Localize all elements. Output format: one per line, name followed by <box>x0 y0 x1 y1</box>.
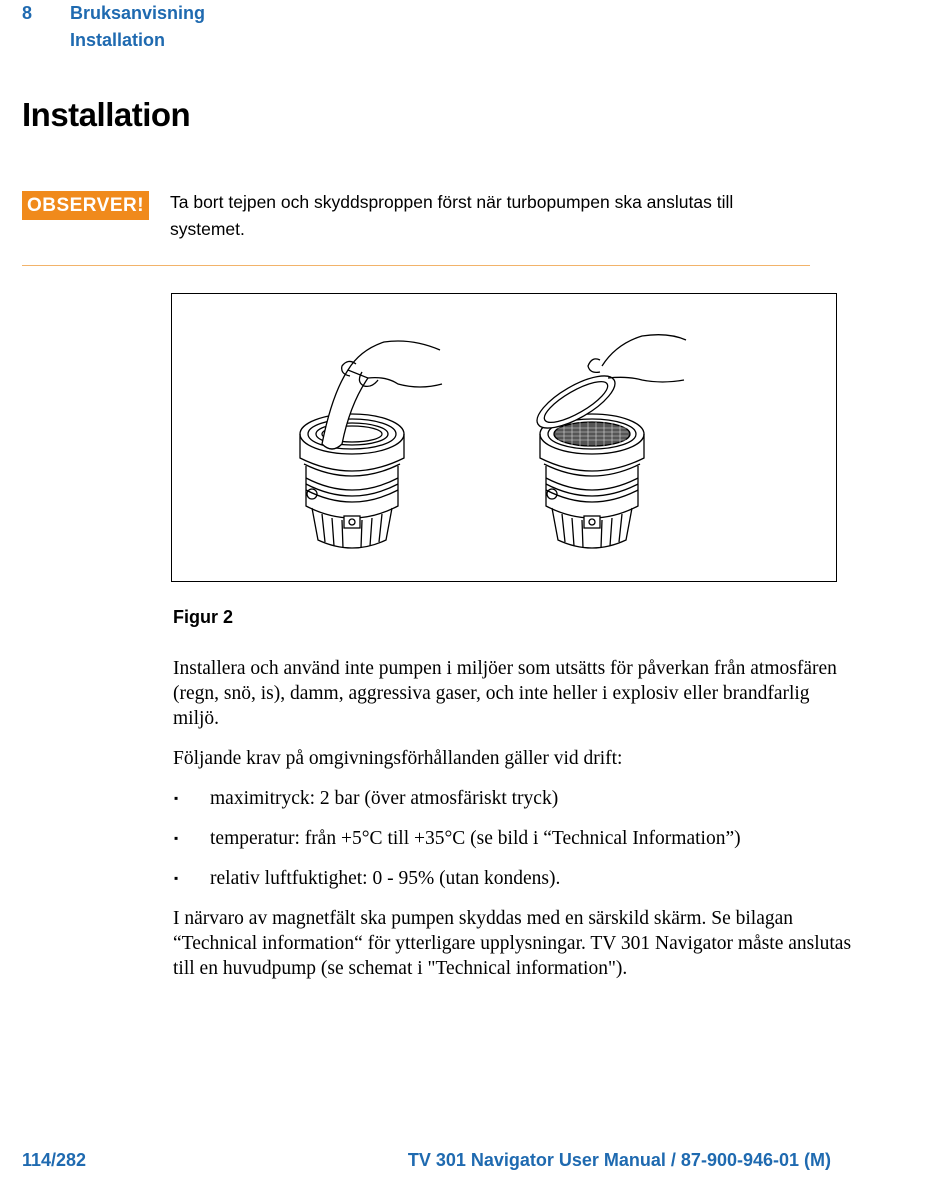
requirements-list <box>173 786 853 891</box>
list-item <box>173 826 853 851</box>
header-section: Installation <box>70 30 166 50</box>
list-item-text: maximitryck: 2 bar (över atmosfäriskt tryck) <box>210 788 559 809</box>
notice-badge: OBSERVER! <box>22 191 149 220</box>
bullet-icon: ▪ <box>174 831 179 845</box>
body-text <box>173 656 853 996</box>
page-title: Installation <box>22 96 191 133</box>
bullet-icon: ▪ <box>174 871 179 885</box>
figure-caption: Figur 2 <box>173 607 234 627</box>
paragraph: Installera och använd inte pumpen i miljöer som utsätts för påverkan från atmosfären (regn, snö, is), damm, aggressiva gaser, och inte heller i explosiv eller brandfarlig miljö. <box>173 658 837 729</box>
pump-left-drawing <box>300 341 442 548</box>
notice-text: Ta bort tejpen och skyddsproppen först när turbopumpen ska anslutas till systemet. <box>170 192 734 239</box>
header-chapter: Bruksanvisning <box>70 3 206 23</box>
list-item-text: temperatur: från +5°C till +35°C (se bild i “Technical Information”) <box>210 828 741 849</box>
bullet-icon: ▪ <box>174 791 179 805</box>
paragraph: Följande krav på omgivningsförhållanden gäller vid drift: <box>173 748 623 769</box>
header-page-number: 8 <box>22 3 33 23</box>
footer-page-number: 114/282 <box>22 1150 87 1170</box>
list-item-text: relativ luftfuktighet: 0 - 95% (utan kondens). <box>210 868 561 889</box>
notice-divider <box>22 265 810 266</box>
list-item <box>173 866 853 891</box>
list-item <box>173 786 853 811</box>
figure-illustration <box>171 293 837 582</box>
footer-document-title: TV 301 Navigator User Manual / 87-900-946-01 (M) <box>407 1150 831 1170</box>
pump-right-drawing <box>530 335 686 548</box>
paragraph: I närvaro av magnetfält ska pumpen skyddas med en särskild skärm. Se bilagan “Technical information“ för ytterligare upplysningar. TV 301 Navigator måste anslutas till en huvudpump (se schemat i "Technical information"). <box>173 908 852 979</box>
